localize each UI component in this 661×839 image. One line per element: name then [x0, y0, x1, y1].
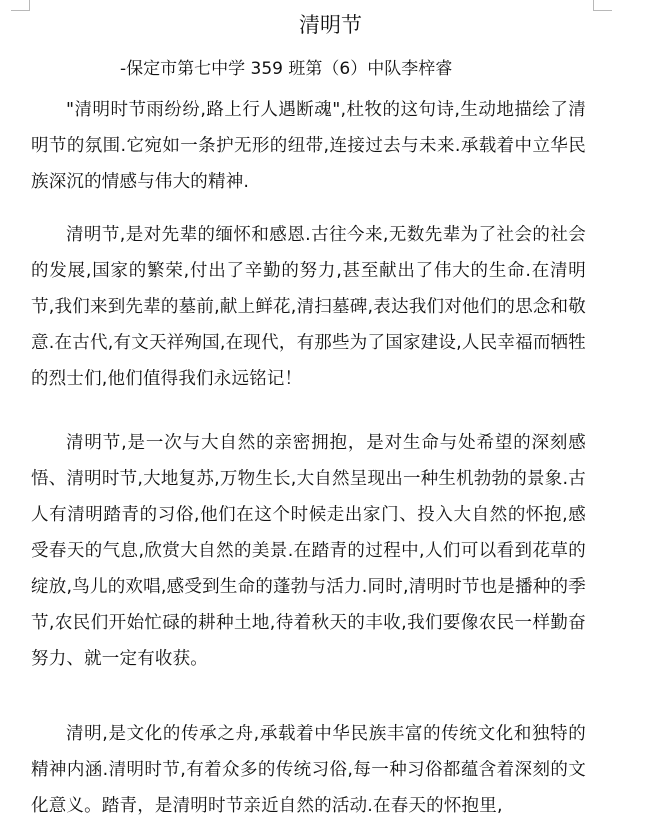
paragraph-3: 清明节,是一次与大自然的亲密拥抱，是对生命与处希望的深刻感悟、清明时节,大地复苏,万物生长,大自然呈现出一种生机勃勃的景象.古人有清明踏青的习俗,他们在这个时候走出家门、投入大自然的怀抱,感受春天的气息,欣赏大自然的美景.在踏青的过程中,人们可以看到花草的绽放,鸟儿的欢唱,感受到生命的蓬勃与活力.同时,清明时节也是播种的季节,农民们开始忙碌的耕种土地,待着秋天的丰收,我们要像农民一样勤奋努力、就一定有收获。: [31, 433, 586, 669]
paragraph-2: 清明节,是对先辈的缅怀和感恩.古往今来,无数先辈为了社会的社会的发展,国家的繁荣,付出了辛勤的努力,甚至献出了伟大的生命.在清明节,我们来到先辈的墓前,献上鲜花,清扫墓碑,表达我们对他们的思念和敬意.在古代,有文天祥殉国,在现代，有那些为了国家建设,人民幸福而牺牲的烈士们,他们值得我们永远铭记！: [31, 225, 586, 389]
paragraph-1: "清明时节雨纷纷,路上行人遇断魂",杜牧的这句诗,生动地描绘了清明节的氛围.它宛如一条护无形的纽带,连接过去与未来.承载着中立华民族深沉的情感与伟大的精神.: [31, 100, 586, 192]
author-line: -保定市第七中学 359 班第（6）中队李梓睿: [120, 59, 453, 79]
right-crop-mark: [593, 0, 612, 11]
left-crop-mark: [11, 0, 30, 11]
paragraph-4: 清明,是文化的传承之舟,承载着中华民族丰富的传统文化和独特的精神内涵.清明时节,有着众多的传统习俗,每一种习俗都蕴含着深刻的文化意义。踏青，是清明时节亲近自然的活动.在春天的怀抱里,: [31, 724, 586, 816]
document-title: 清明节: [299, 13, 362, 37]
